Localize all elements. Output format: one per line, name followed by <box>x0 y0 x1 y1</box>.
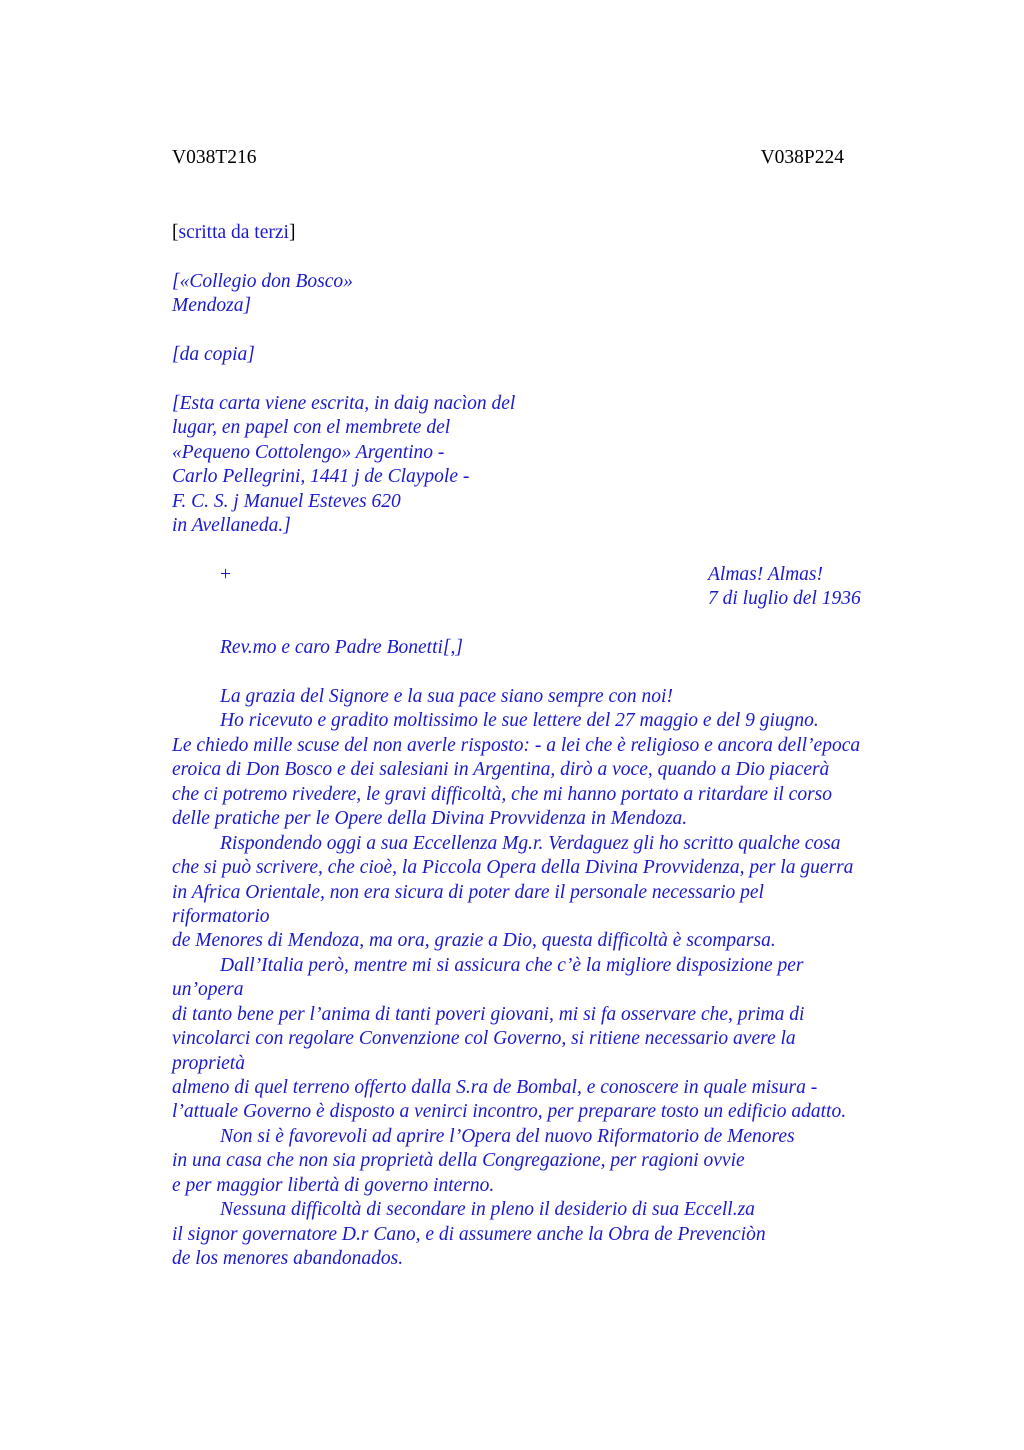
description-line: Carlo Pellegrini, 1441 j de Claypole - <box>172 466 470 487</box>
body-line: in una casa che non sia proprietà della Congregazione, per ragioni ovvie <box>172 1150 745 1171</box>
note-open-bracket: [ <box>172 222 179 243</box>
body-line: riformatorio <box>172 906 270 927</box>
description-line: [Esta carta viene escrita, in daig nacìon del <box>172 393 516 414</box>
body-line: Non si è favorevoli ad aprire l’Opera del nuovo Riformatorio de Menores <box>220 1126 795 1147</box>
body-line: il signor governatore D.r Cano, e di assumere anche la Obra de Prevenciòn <box>172 1224 766 1245</box>
body-line: Ho ricevuto e gradito moltissimo le sue lettere del 27 maggio e del 9 giugno. <box>220 710 819 731</box>
document-code-left: V038T216 <box>172 147 257 168</box>
body-line: e per maggior libertà di governo interno. <box>172 1175 495 1196</box>
description-line: in Avellaneda.] <box>172 515 291 536</box>
body-line: che ci potremo rivedere, le gravi difficoltà, che mi hanno portato a ritardare il corso <box>172 784 833 805</box>
body-line: un’opera <box>172 979 244 1000</box>
source-note: [da copia] <box>172 344 255 365</box>
body-line: La grazia del Signore e la sua pace siano sempre con noi! <box>220 686 673 707</box>
place-line: Almas! Almas! <box>708 564 824 585</box>
body-line: vincolarci con regolare Convenzione col Governo, si ritiene necessario avere la <box>172 1028 796 1049</box>
body-line: Rispondendo oggi a sua Eccellenza Mg.r. Verdaguez gli ho scritto qualche cosa <box>220 833 841 854</box>
body-line: proprietà <box>172 1053 245 1074</box>
body-line: de Menores di Mendoza, ma ora, grazie a Dio, questa difficoltà è scomparsa. <box>172 930 776 951</box>
body-line: almeno di quel terreno offerto dalla S.ra de Bombal, e conoscere in quale misura - <box>172 1077 818 1098</box>
body-line: l’attuale Governo è disposto a venirci incontro, per preparare tosto un edificio adatto. <box>172 1101 847 1122</box>
body-line: che si può scrivere, che cioè, la Piccola Opera della Divina Provvidenza, per la guerra <box>172 857 854 878</box>
body-line: eroica di Don Bosco e dei salesiani in Argentina, dirò a voce, quando a Dio piacerà <box>172 759 830 780</box>
sender-line-1: [«Collegio don Bosco» <box>172 271 353 292</box>
body-line: de los menores abandonados. <box>172 1248 404 1269</box>
note-text: scritta da terzi <box>178 222 289 243</box>
body-line: di tanto bene per l’anima di tanti poveri giovani, mi si fa osservare che, prima di <box>172 1004 805 1025</box>
editorial-note <box>172 221 295 245</box>
body-line: delle pratiche per le Opere della Divina Provvidenza in Mendoza. <box>172 808 688 829</box>
body-line: in Africa Orientale, non era sicura di poter dare il personale necessario pel <box>172 882 764 903</box>
salutation: Rev.mo e caro Padre Bonetti[,] <box>220 637 463 658</box>
description-line: «Pequeno Cottolengo» Argentino - <box>172 442 445 463</box>
body-line: Dall’Italia però, mentre mi si assicura che c’è la migliore disposizione per <box>220 955 804 976</box>
sender-line-2: Mendoza] <box>172 295 252 316</box>
note-close-bracket: ] <box>288 222 296 243</box>
document-code-right: V038P224 <box>760 147 844 168</box>
description-line: F. C. S. j Manuel Esteves 620 <box>172 491 401 512</box>
date-line: 7 di luglio del 1936 <box>708 588 861 609</box>
cross-symbol: + <box>220 564 231 585</box>
body-line: Le chiedo mille scuse del non averle risposto: - a lei che è religioso e ancora dell’epoca <box>172 735 861 756</box>
body-line: Nessuna difficoltà di secondare in pleno il desiderio di sua Eccell.za <box>220 1199 755 1220</box>
description-line: lugar, en papel con el membrete del <box>172 417 451 438</box>
